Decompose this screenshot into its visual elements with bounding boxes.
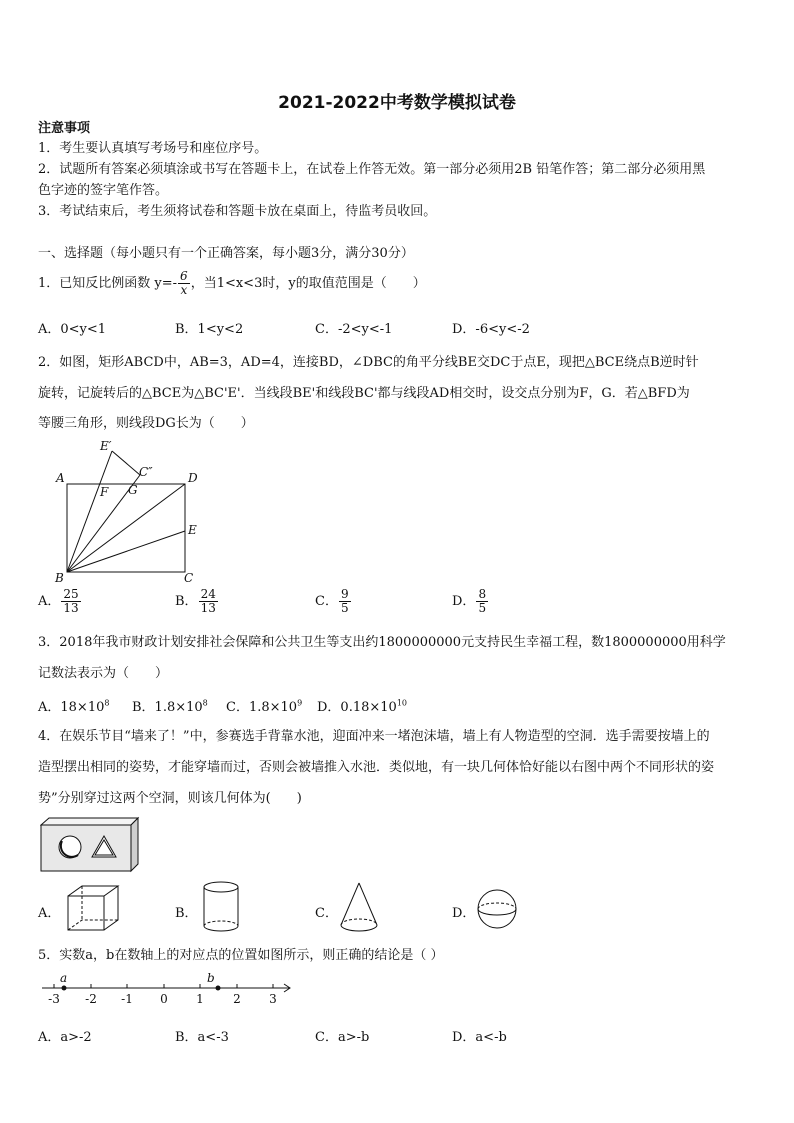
tick-label: 1 <box>196 992 204 1006</box>
q4-line: 势”分别穿过这两个空洞，则该几何体为( ) <box>38 791 302 806</box>
q5-option-a: A．a>-2 <box>38 1030 92 1045</box>
q1-option-b: B．1<y<2 <box>175 322 244 337</box>
q2-option-a-fraction <box>61 588 80 615</box>
segment-e-prime-c-prime <box>112 451 140 475</box>
notice-item: 色字迹的签字笔作答。 <box>38 183 169 198</box>
label-c-prime: C″ <box>139 465 153 479</box>
q3-option-b-base: B．1.8×10 <box>132 700 203 715</box>
q3-option-c-base: C．1.8×10 <box>226 700 298 715</box>
q2-option-a-num: 25 <box>63 587 79 601</box>
point-a <box>62 986 67 991</box>
notice-item: 3．考试结束后，考生须将试卷和答题卡放在桌面上，待监考员收回。 <box>38 204 437 219</box>
q3-option-c-exp: 9 <box>297 698 303 708</box>
q2-option-d <box>452 588 489 615</box>
q5-option-c: C．a>-b <box>315 1030 370 1045</box>
section-heading: 一、选择题（每小题只有一个正确答案，每小题3分，满分30分） <box>38 246 414 261</box>
segment-be-prime <box>67 451 112 572</box>
q5-line: 5．实数a，b在数轴上的对应点的位置如图所示，则正确的结论是（ ） <box>38 948 444 963</box>
notice-item: 2．试题所有答案必须填涂或书写在答题卡上，在试卷上作答无效。第一部分必须用2B 铅笔作答；第二部分必须用黑 <box>38 162 706 177</box>
page-title: 2021-2022中考数学模拟试卷 <box>278 93 516 113</box>
q3-option-d-exp: 10 <box>396 698 407 708</box>
q4-option-b-label: B． <box>175 906 198 921</box>
q2-option-d-label: D． <box>452 594 476 609</box>
q2-option-b <box>175 588 219 615</box>
question-1 <box>38 270 426 298</box>
q2-line: 2．如图，矩形ABCD中，AB=3，AD=4，连接BD，∠DBC的角平分线BE交DC于点E，现把△BCE绕点B逆时针 <box>38 355 699 370</box>
tick-label: -2 <box>85 992 97 1006</box>
label-b: B <box>55 571 64 585</box>
q4-option-d-label: D． <box>452 906 476 921</box>
q2-option-c <box>315 588 352 615</box>
cube-icon <box>64 882 124 934</box>
cylinder-icon <box>200 879 244 935</box>
q2-option-c-den: 5 <box>340 601 349 615</box>
sphere-icon <box>475 887 521 931</box>
q3-option-b <box>132 696 208 715</box>
q3-option-a-base: A．18×10 <box>38 700 105 715</box>
q2-option-a-den: 13 <box>63 601 79 615</box>
wall-side <box>131 818 138 871</box>
q4-option-a-label: A． <box>38 906 61 921</box>
q2-line: 等腰三角形，则线段DG长为（ ） <box>38 416 254 431</box>
q3-option-a <box>38 696 109 715</box>
point-a-label: a <box>60 971 68 985</box>
q4-line: 造型摆出相同的姿势，才能穿墙而过，否则会被墙推入水池．类似地，有一块几何体恰好能以右图中两个不同形状的姿 <box>38 760 715 775</box>
q2-option-b-den: 13 <box>200 601 216 615</box>
q2-option-d-num: 8 <box>478 587 487 601</box>
wall-front <box>41 825 131 871</box>
q3-line: 记数法表示为（ ） <box>38 666 169 681</box>
label-g: G <box>128 483 138 497</box>
q2-option-a <box>38 588 82 615</box>
q2-option-c-label: C． <box>315 594 338 609</box>
q2-line: 旋转，记旋转后的△BCE为△BC'E'．当线段BE'和线段BC'都与线段AD相交时，设交点分别为F，G．若△BFD为 <box>38 386 690 401</box>
q3-option-a-exp: 8 <box>104 698 110 708</box>
q3-option-d <box>317 696 407 715</box>
point-b <box>216 986 221 991</box>
notice-heading: 注意事项 <box>38 121 91 136</box>
q4-wall-figure <box>40 815 140 873</box>
q1-frac-den: x <box>180 283 188 297</box>
q1-frac-num: 6 <box>180 269 188 283</box>
tick-label: -3 <box>48 992 60 1006</box>
segment-bd <box>67 484 185 572</box>
tick-label: 3 <box>269 992 277 1006</box>
q3-option-b-exp: 8 <box>202 698 208 708</box>
label-f: F <box>100 485 109 499</box>
q1-option-c: C．-2<y<-1 <box>315 322 393 337</box>
q2-option-b-num: 24 <box>200 587 216 601</box>
q2-option-d-fraction <box>476 588 488 615</box>
tick-label: -1 <box>121 992 133 1006</box>
q2-option-b-label: B． <box>175 594 198 609</box>
number-line <box>38 968 300 1008</box>
q1-option-a: A．0<y<1 <box>38 322 107 337</box>
q3-option-c <box>226 696 302 715</box>
q1-option-d: D．-6<y<-2 <box>452 322 530 337</box>
q3-line: 3．2018年我市财政计划安排社会保障和公共卫生等支出约1800000000元支持民生幸福工程，数1800000000用科学 <box>38 635 726 650</box>
notice-item: 1．考生要认真填写考场号和座位序号。 <box>38 141 268 156</box>
q1-prefix: 1．已知反比例函数 y=- <box>38 276 178 291</box>
q2-option-c-fraction <box>339 588 351 615</box>
q3-option-d-base: D．0.18×10 <box>317 700 397 715</box>
tick-label: 0 <box>160 992 168 1006</box>
q4-option-c-label: C． <box>315 906 338 921</box>
q2-option-b-fraction <box>199 588 218 615</box>
q5-option-b: B．a<-3 <box>175 1030 229 1045</box>
label-e: E <box>188 523 197 537</box>
cone-icon <box>338 879 382 935</box>
label-c: C <box>184 571 194 585</box>
q2-option-d-den: 5 <box>478 601 487 615</box>
q2-option-c-num: 9 <box>340 587 349 601</box>
q4-line: 4．在娱乐节目“墙来了！”中，参赛选手背靠水池，迎面冲来一堵泡沫墙，墙上有人物造型的空洞．选手需要按墙上的 <box>38 729 710 744</box>
q1-fraction <box>178 270 190 297</box>
label-e-prime: E′ <box>100 439 112 453</box>
label-a: A <box>56 471 65 485</box>
q1-suffix: ，当1<x<3时，y的取值范围是（ ） <box>190 276 426 291</box>
tick-label: 2 <box>233 992 241 1006</box>
segment-be <box>67 531 185 572</box>
wall-top <box>41 818 138 825</box>
point-b-label: b <box>207 971 215 985</box>
q5-option-d: D．a<-b <box>452 1030 507 1045</box>
q2-figure <box>50 436 210 586</box>
label-d: D <box>188 471 198 485</box>
q2-option-a-label: A． <box>38 594 61 609</box>
